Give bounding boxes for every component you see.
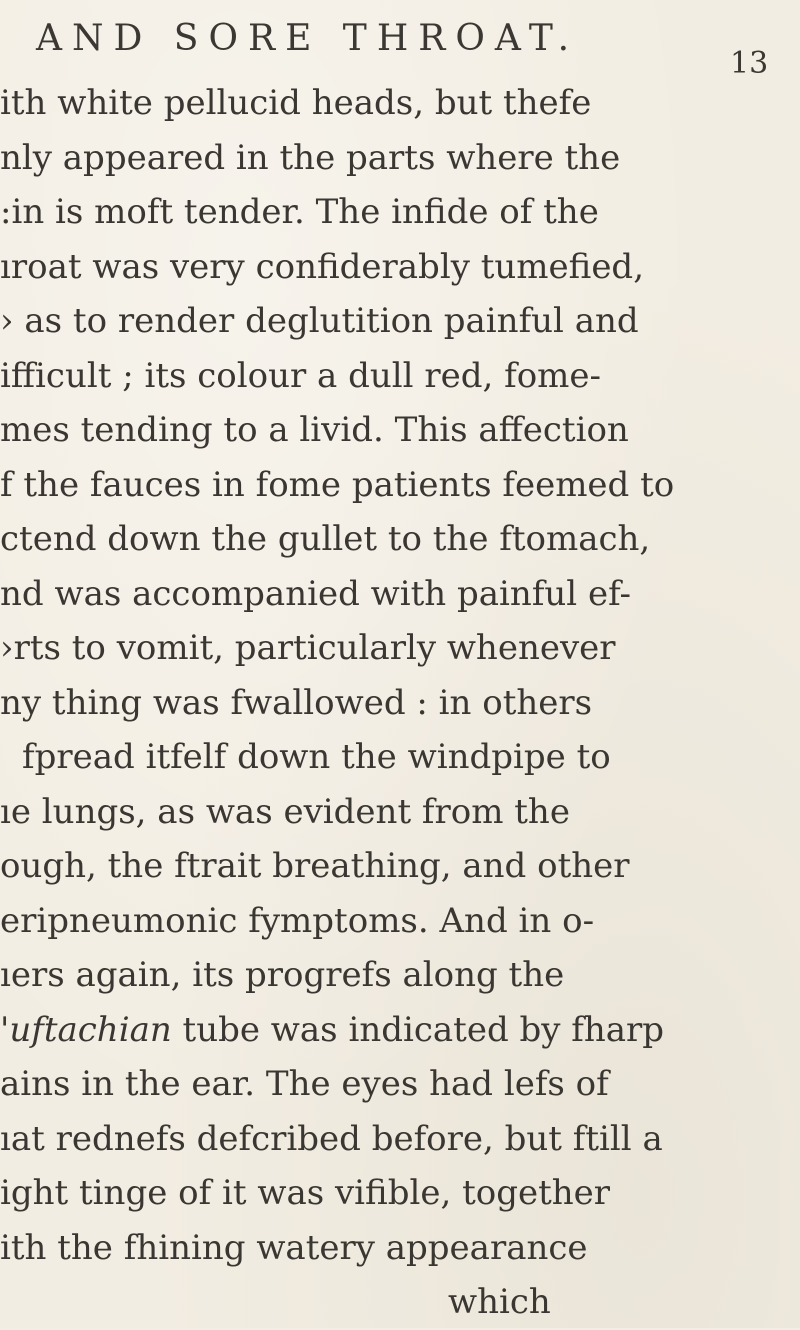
text-line: ıers again, its progrefs along the [0,955,565,995]
text-line: ight tinge of it was vifible, together [0,1173,611,1213]
body-text [0,76,800,1330]
text-line: nd was accompanied with painful ef- [0,573,631,614]
text-line: eripneumonic fymptoms. And in o- [0,900,595,941]
text-line: ains in the ear. The eyes had lefs of [0,1064,609,1104]
text-line: › as to render deglutition painful and [0,301,639,341]
text-line: nly appeared in the parts where the [0,137,621,178]
text-line: ıat rednefs defcribed before, but ftill a [0,1118,663,1159]
italic-word: 'uftachian [0,1009,172,1050]
running-head: AND SORE THROAT. [36,18,580,59]
text-line: ctend down the gullet to the ftomach, [0,519,651,559]
text-line: fpread itfelf down the windpipe to [22,737,611,777]
text-line: ıroat was very confiderably tumefied, [0,246,645,287]
text-line: ifficult ; its colour a dull red, fome- [0,355,602,396]
catchword: which [448,1282,551,1322]
text-line: ny thing was fwallowed : in others [0,682,593,723]
text-line: :in is moft tender. The infide of the [0,192,599,232]
text-line: f the fauces in fome patients feemed to [0,464,675,505]
text-line: mes tending to a livid. This affection [0,410,629,450]
page-number: 13 [730,46,769,81]
text-line: ith the fhining watery appearance [0,1227,588,1268]
text-line: ough, the ftrait breathing, and other [0,846,630,886]
text-line: 'uftachian tube was indicated by fharp [0,1009,665,1050]
text-line: ith white pellucid heads, but thefe [0,83,592,123]
text-line: ›rts to vomit, particularly whenever [0,628,616,668]
text-line: ıe lungs, as was evident from the [0,791,570,832]
